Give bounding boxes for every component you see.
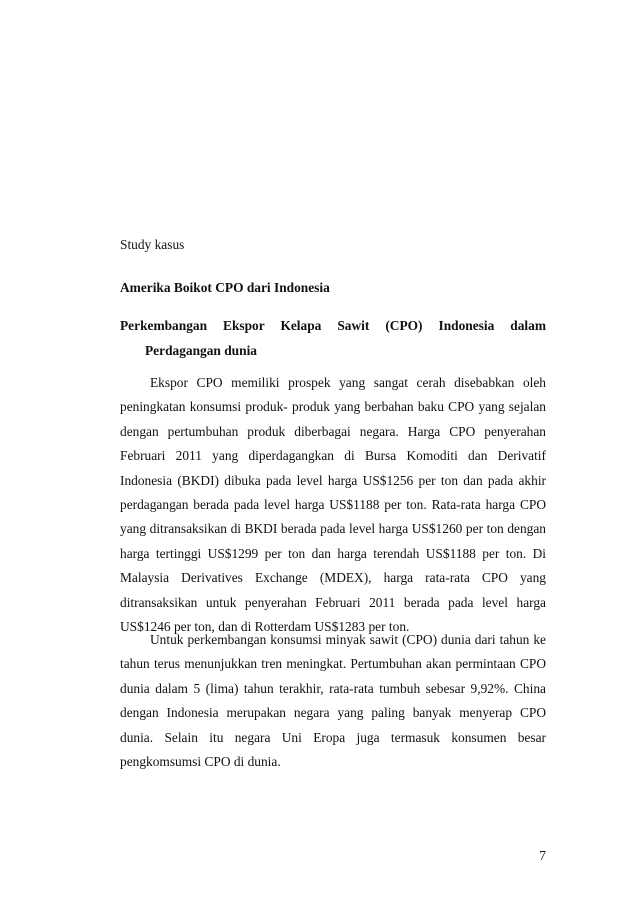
case-study-label: Study kasus [120,237,185,252]
section-heading: Perkembangan Ekspor Kelapa Sawit (CPO) Indonesia dalam Perdagangan dunia [120,318,546,358]
paragraph-2: Untuk perkembangan konsumsi minyak sawit (CPO) dunia dari tahun ke tahun terus menunjukkan tren meningkat. Pertumbuhan akan permintaan CPO dunia dalam 5 (lima) tahun terakhir, rata-rata tumbuh sebesar 9,92%. China dengan Indonesia merupakan negara yang paling banyak menyerap CPO dunia. Selain itu negara Uni Eropa juga termasuk konsumen besar pengkomsumsi CPO di dunia. [120,632,546,770]
page-number: 7 [539,848,546,863]
document-title: Amerika Boikot CPO dari Indonesia [120,280,330,295]
paragraph-1: Ekspor CPO memiliki prospek yang sangat cerah disebabkan oleh peningkatan konsumsi produk- produk yang berbahan baku CPO yang sejalan dengan pertumbuhan produk diberbagai negara. Harga CPO penyerahan Februari 2011 yang diperdagangkan di Bursa Komoditi dan Derivatif Indonesia (BKDI) dibuka pada level harga US$1256 per ton dan pada akhir perdagangan berada pada level harga US$1188 per ton. Rata-rata harga CPO yang ditransaksikan di BKDI berada pada level harga US$1260 per ton dengan harga tertinggi US$1299 per ton dan harga terendah US$1188 per ton. Di Malaysia Derivatives Exchange (MDEX), harga rata-rata CPO yang ditransaksikan untuk penyerahan Februari 2011 berada pada level harga US$1246 per ton, dan di Rotterdam US$1283 per ton. [120,375,546,635]
